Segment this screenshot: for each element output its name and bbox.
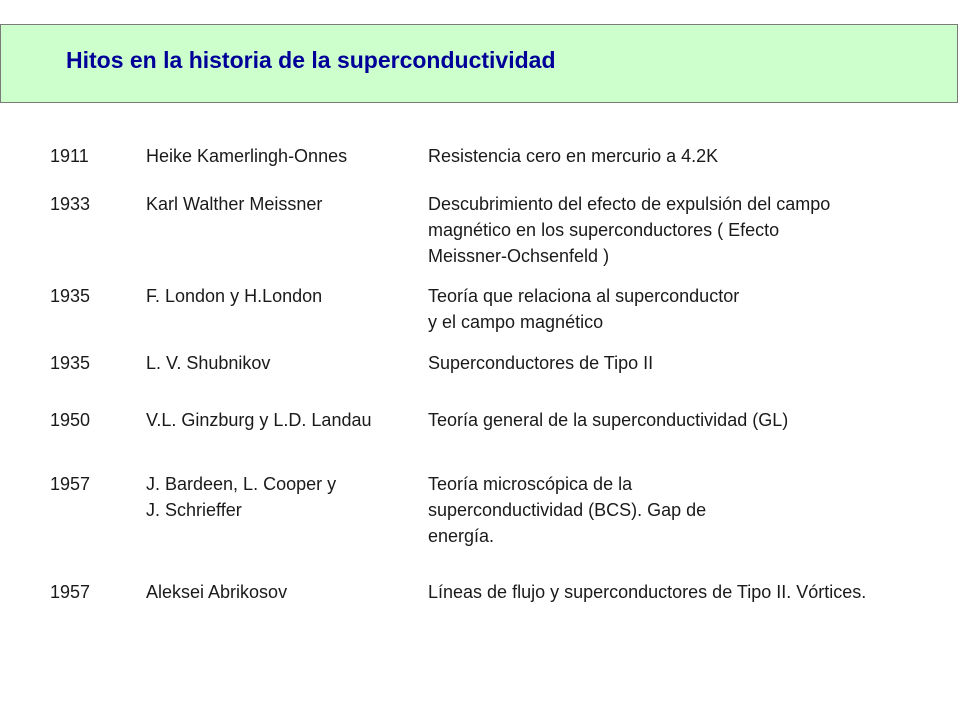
entry-description [428, 471, 706, 549]
entry-description-line: Meissner-Ochsenfeld ) [428, 246, 610, 266]
entry-description-line: Descubrimiento del efecto de expulsión del campo [428, 194, 831, 214]
entry-author-line: Aleksei Abrikosov [146, 582, 288, 602]
entry-description-line: magnético en los superconductores ( Efecto [428, 220, 780, 240]
entry-year: 1957 [50, 582, 91, 602]
entry-year: 1935 [50, 353, 91, 373]
entry-description [428, 143, 718, 169]
entry-author-line: Heike Kamerlingh-Onnes [146, 146, 348, 166]
entry-description [428, 191, 830, 269]
entry-description-line: Líneas de flujo y superconductores de Tipo II. Vórtices. [428, 582, 867, 602]
entry-year: 1933 [50, 194, 91, 214]
entry-description-line: energía. [428, 526, 495, 546]
entry-author [146, 350, 270, 376]
entry-author-line: V.L. Ginzburg y L.D. Landau [146, 410, 372, 430]
entry-author [146, 143, 347, 169]
slide-title: Hitos en la historia de la superconductividad [66, 47, 556, 73]
entry-year: 1957 [50, 474, 91, 494]
entry-year: 1950 [50, 410, 91, 430]
entry-author-line: Karl Walther Meissner [146, 194, 323, 214]
entry-author [146, 283, 322, 309]
entry-year: 1935 [50, 286, 91, 306]
entry-description [428, 407, 788, 433]
entry-author-line: J. Bardeen, L. Cooper y [146, 474, 337, 494]
entry-description-line: Superconductores de Tipo II [428, 353, 654, 373]
entry-author [146, 407, 371, 433]
entry-description-line: y el campo magnético [428, 312, 604, 332]
entry-description [428, 350, 653, 376]
entry-author [146, 579, 287, 605]
entry-author-line: F. London y H.London [146, 286, 323, 306]
entry-author [146, 471, 336, 523]
entry-year: 1911 [50, 146, 89, 166]
entry-description [428, 283, 739, 335]
entry-description-line: superconductividad (BCS). Gap de [428, 500, 707, 520]
entry-author-line: J. Schrieffer [146, 500, 242, 520]
entry-author-line: L. V. Shubnikov [146, 353, 271, 373]
entry-description-line: Teoría general de la superconductividad (GL) [428, 410, 789, 430]
entry-description-line: Resistencia cero en mercurio a 4.2K [428, 146, 719, 166]
entry-author [146, 191, 322, 217]
entry-description-line: Teoría microscópica de la [428, 474, 633, 494]
entry-description-line: Teoría que relaciona al superconductor [428, 286, 740, 306]
entry-description [428, 579, 866, 605]
